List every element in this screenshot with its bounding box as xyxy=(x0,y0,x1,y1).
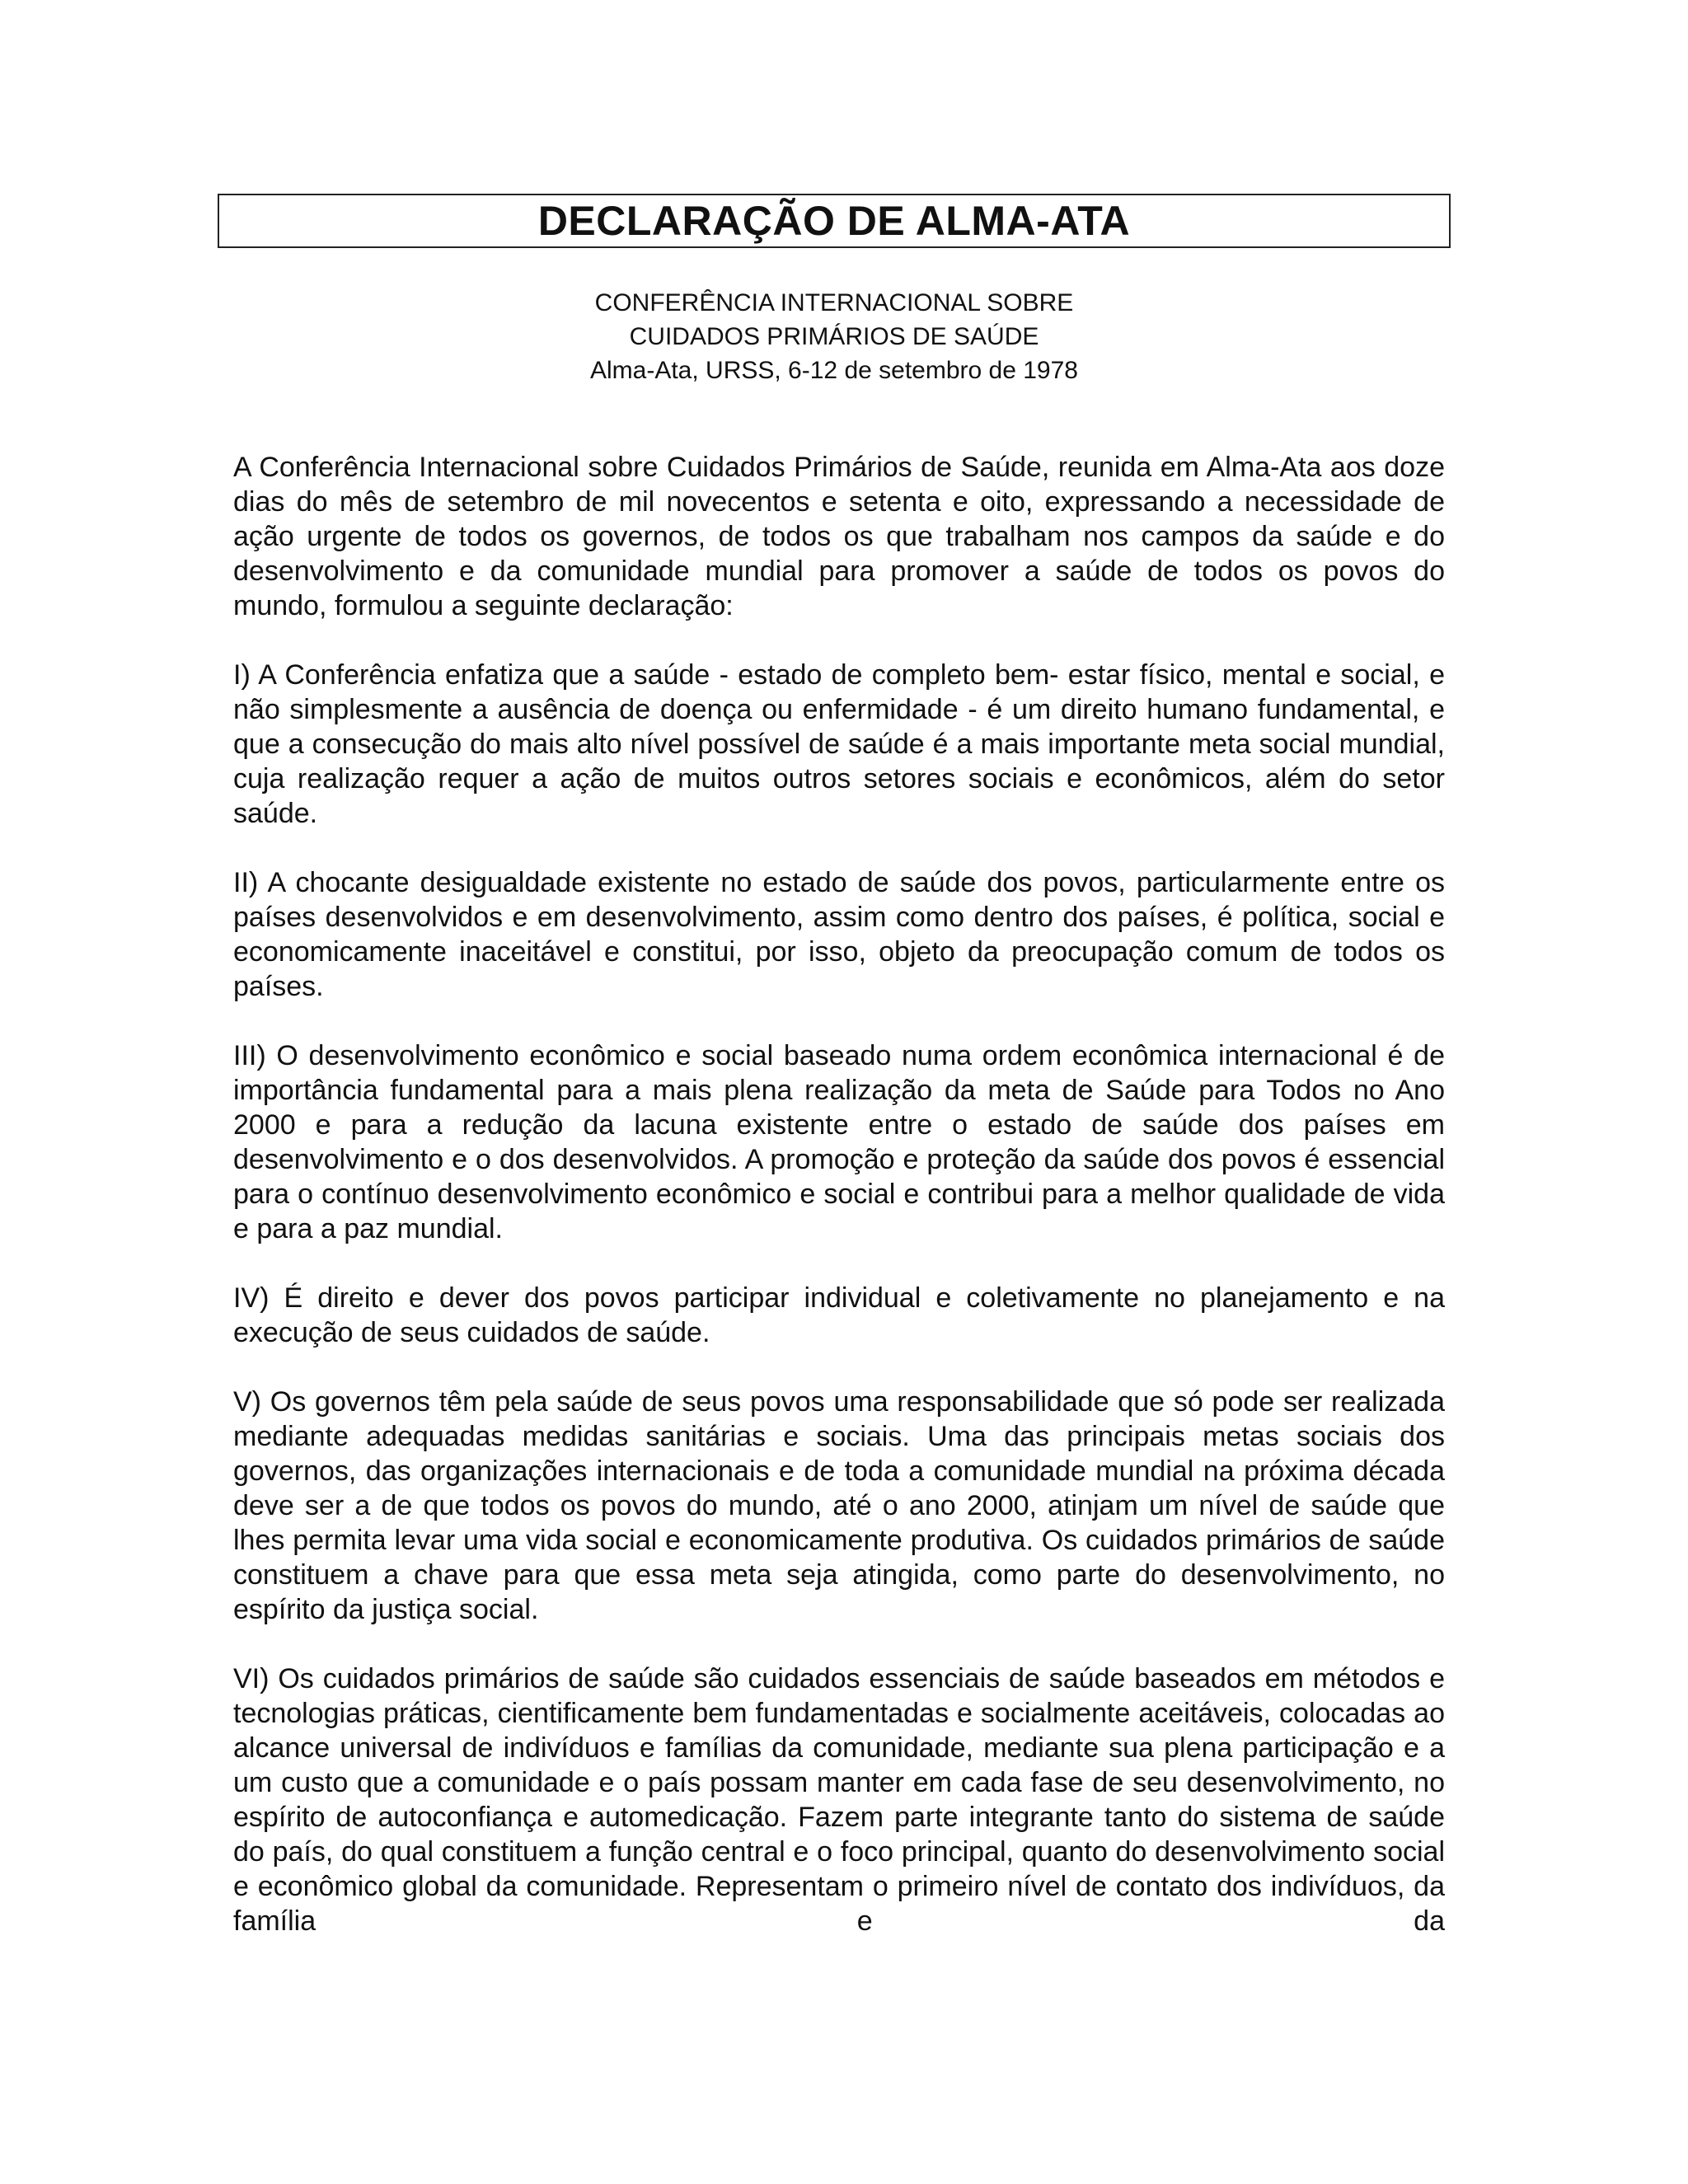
paragraph-article-iii: III) O desenvolvimento econômico e social baseado numa ordem econômica internacional é de importância fundamental para a mais plena realização da meta de Saúde para Todos no Ano 2000 e para a redução da lacuna existente entre o estado de saúde dos países em desenvolvimento e o dos desenvolvidos. A promoção e proteção da saúde dos povos é essencial para o contínuo desenvolvimento econômico e social e contribui para a melhor qualidade de vida e para a paz mundial. xyxy=(233,1040,1445,1244)
paragraph-article-v: V) Os governos têm pela saúde de seus povos uma responsabilidade que só pode ser realizada mediante adequadas medidas sanitárias e sociais. Uma das principais metas sociais dos governos, das organizações internacionais e de toda a comunidade mundial na próxima década deve ser a de que todos os povos do mundo, até o ano 2000, atinjam um nível de saúde que lhes permita levar uma vida social e economicamente produtiva. Os cuidados primários de saúde constituem a chave para que essa meta seja atingida, como parte do desenvolvimento, no espírito da justiça social. xyxy=(233,1386,1445,1625)
subtitle-line-topic: CUIDADOS PRIMÁRIOS DE SAÚDE xyxy=(629,323,1039,350)
paragraph-article-ii: II) A chocante desigualdade existente no estado de saúde dos povos, particularmente entre os países desenvolvidos e em desenvolvimento, assim como dentro dos países, é política, social e economicamente inaceitável e constitui, por isso, objeto da preocupação comum de todos os países. xyxy=(233,867,1445,1002)
subtitle-block xyxy=(218,286,1451,387)
subtitle-line-place-date: Alma-Ata, URSS, 6-12 de setembro de 1978 xyxy=(590,357,1078,384)
title-box xyxy=(218,194,1451,248)
paragraph-article-i: I) A Conferência enfatiza que a saúde - estado de completo bem- estar físico, mental e social, e não simplesmente a ausência de doença ou enfermidade - é um direito humano fundamental, e que a consecução do mais alto nível possível de saúde é a mais importante meta social mundial, cuja realização requer a ação de muitos outros setores sociais e econômicos, além do setor saúde. xyxy=(233,659,1445,829)
paragraph-preamble: A Conferência Internacional sobre Cuidados Primários de Saúde, reunida em Alma-Ata aos doze dias do mês de setembro de mil novecentos e setenta e oito, expressando a necessidade de ação urgente de todos os governos, de todos os que trabalham nos campos da saúde e do desenvolvimento e da comunidade mundial para promover a saúde de todos os povos do mundo, formulou a seguinte declaração: xyxy=(233,452,1445,621)
paragraph-article-vi: VI) Os cuidados primários de saúde são cuidados essenciais de saúde baseados em métodos e tecnologias práticas, cientificamente bem fundamentadas e socialmente aceitáveis, colocadas ao alcance universal de indivíduos e famílias da comunidade, mediante sua plena participação e a um custo que a comunidade e o país possam manter em cada fase de seu desenvolvimento, no espírito de autoconfiança e automedicação. Fazem parte integrante tanto do sistema de saúde do país, do qual constituem a função central e o foco principal, quanto do desenvolvimento social e econômico global da comunidade. Representam o primeiro nível de contato dos indivíduos, da família e da xyxy=(233,1663,1445,1937)
subtitle-line-conference: CONFERÊNCIA INTERNACIONAL SOBRE xyxy=(594,289,1074,316)
paragraph-article-iv: IV) É direito e dever dos povos participar individual e coletivamente no planejamento e na execução de seus cuidados de saúde. xyxy=(233,1282,1445,1348)
document-title: DECLARAÇÃO DE ALMA-ATA xyxy=(537,198,1131,244)
document-body xyxy=(233,450,1445,1973)
